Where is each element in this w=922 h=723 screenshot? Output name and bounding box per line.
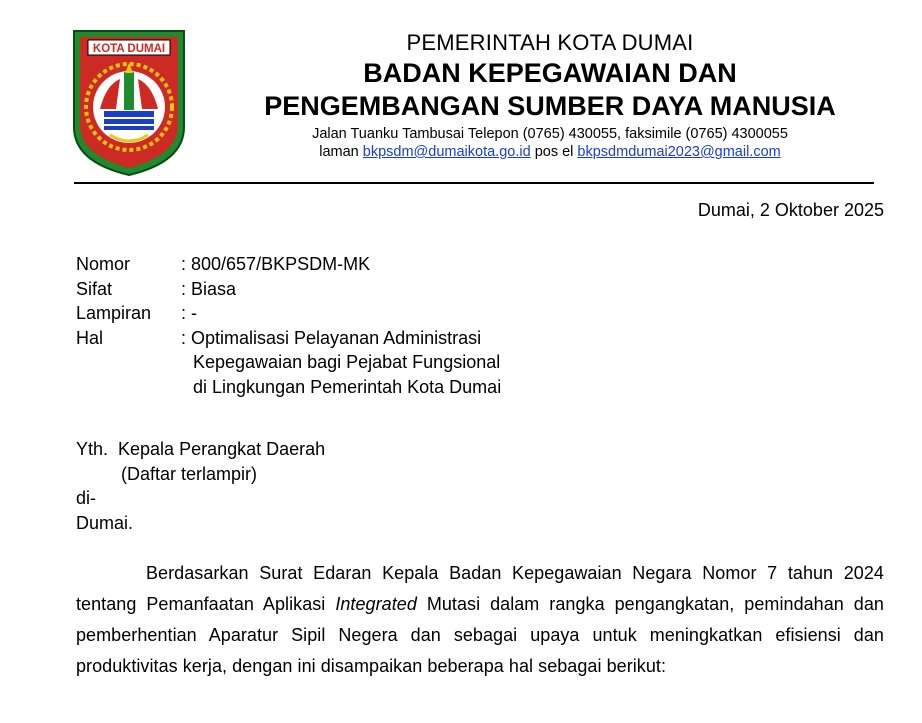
nomor-label: Nomor (76, 254, 131, 274)
government-name: PEMERINTAH KOTA DUMAI (406, 30, 694, 55)
letter-date: Dumai, 2 Oktober 2025 (697, 200, 884, 220)
agency-name-line1: BADAN KEPEGAWAIAN DAN (363, 58, 737, 88)
hal-value: : Optimalisasi Pelayanan Administrasi (181, 327, 482, 348)
body-paragraph-1 (76, 558, 884, 682)
sifat-label: Sifat (76, 278, 113, 299)
recipient-line4: Dumai. (76, 512, 134, 533)
kota-dumai-emblem-icon (70, 27, 188, 177)
letter-meta (76, 252, 593, 399)
nomor-value: : 800/657/BKPSDM-MK (181, 254, 371, 274)
meta-row-hal (76, 326, 593, 351)
meta-row-lampiran (76, 301, 593, 326)
hal-spacer-1 (76, 350, 181, 375)
body-p1-italic: Integrated (335, 594, 417, 614)
hal-value-line3: di Lingkungan Pemerintah Kota Dumai (193, 376, 502, 397)
agency-address: Jalan Tuanku Tambusai Telepon (0765) 430055, faksimile (0765) 4300055 (312, 126, 788, 142)
web-label: laman (319, 144, 359, 160)
body-p1-start: Berdasarkan Surat Edaran Kepala Badan Kepegawaian Negara Nomor 7 tahun 2024 tentang Pemanfaatan Aplikasi (76, 563, 884, 614)
recipient-line1: Yth. Kepala Perangkat Daerah (76, 439, 326, 459)
hal-spacer-2 (76, 375, 181, 400)
email-label: pos el (534, 144, 574, 160)
agency-name-line2: PENGEMBANGAN SUMBER DAYA MANUSIA (264, 91, 836, 121)
meta-row-hal-cont2 (76, 375, 593, 400)
recipient-block (76, 437, 325, 535)
recipient-line2: (Daftar terlampir) (121, 463, 258, 484)
meta-row-hal-cont1 (76, 350, 593, 375)
letterhead-divider (74, 182, 874, 184)
hal-value-line2: Kepegawaian bagi Pejabat Fungsional (193, 352, 501, 372)
logo-text: KOTA DUMAI (92, 43, 166, 55)
email-link[interactable]: bkpsdmdumai2023@gmail.com (577, 144, 781, 160)
meta-row-nomor (76, 252, 593, 277)
hal-label: Hal (76, 327, 104, 348)
agency-contact (190, 144, 910, 160)
meta-row-sifat (76, 277, 593, 302)
sifat-value: : Biasa (181, 278, 237, 299)
recipient-line3: di- (76, 488, 97, 508)
letter-body (76, 558, 884, 682)
body-p1-end: Mutasi dalam rangka pengangkatan, pemindahan dan pemberhentian Aparatur Sipil Negera dan sebagai upaya untuk meningkatkan efisiensi dan produktivitas kerja, dengan ini disampaikan beberapa hal sebagai berikut: (76, 594, 884, 676)
web-link[interactable]: bkpsdm@dumaikota.go.id (362, 144, 531, 160)
lampiran-value: : - (181, 303, 197, 323)
lampiran-label: Lampiran (76, 303, 152, 323)
